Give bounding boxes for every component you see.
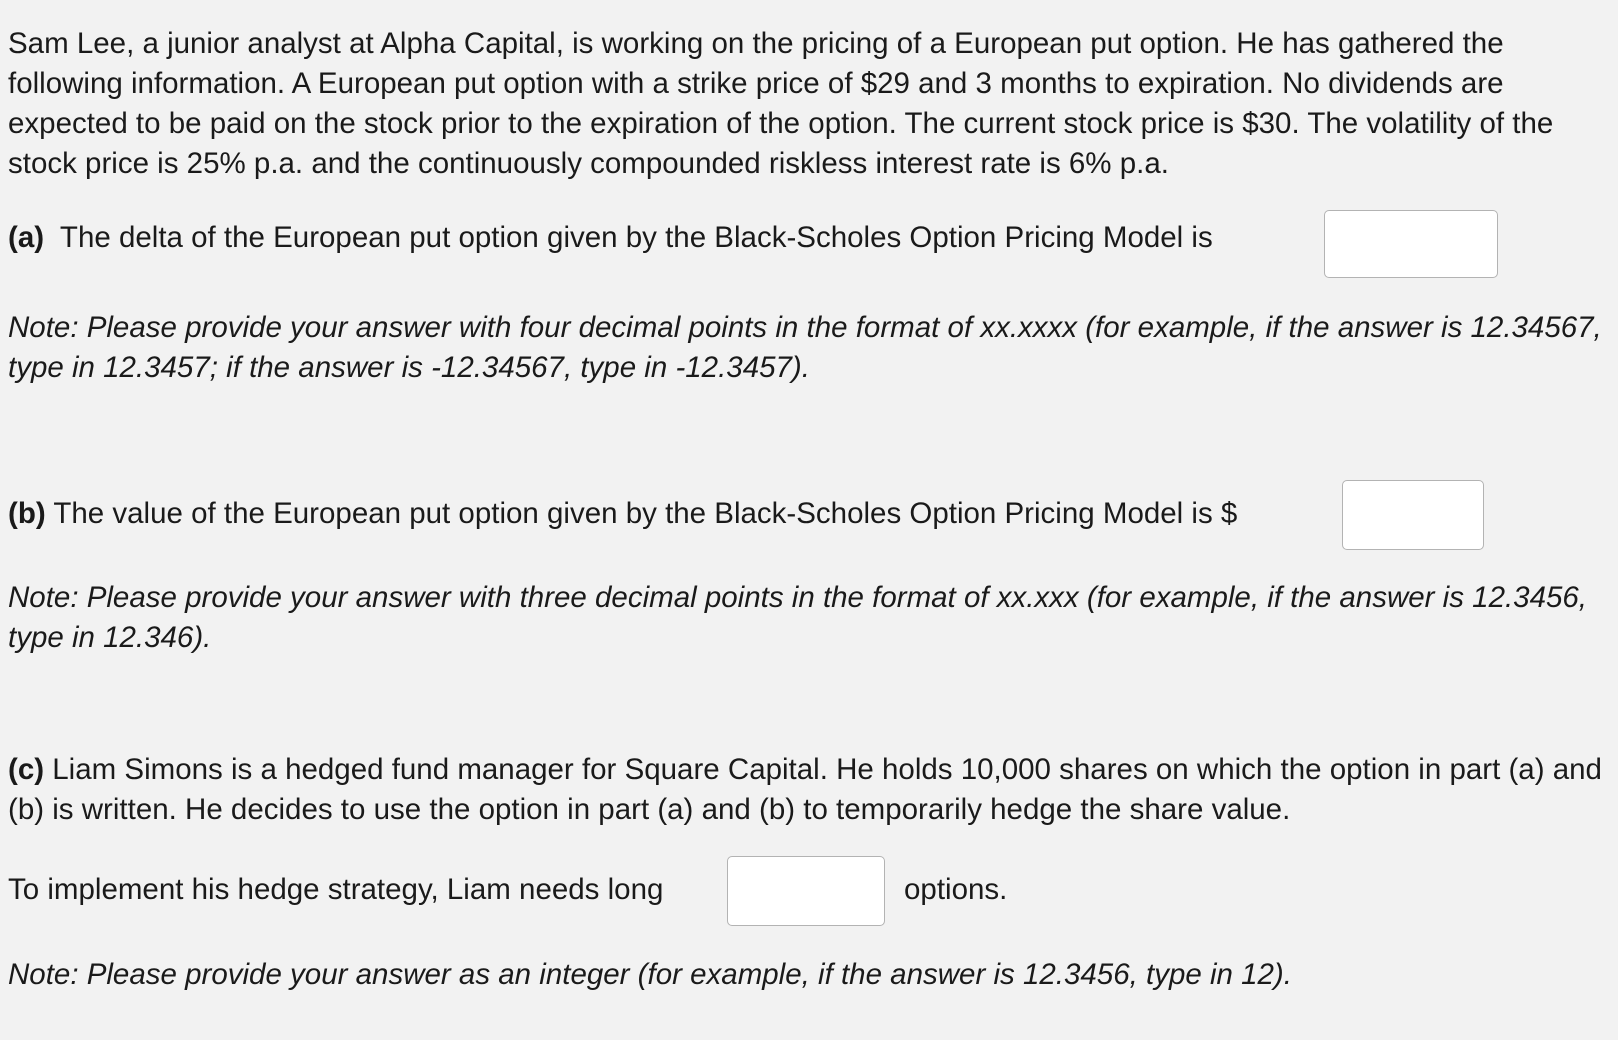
part-b-note: Note: Please provide your answer with three decimal points in the format of xx.xxx (for example, if the answer is 12.3456, type in 12.346). xyxy=(8,581,1587,654)
part-a-label: (a) xyxy=(8,221,45,254)
part-a-answer-input[interactable] xyxy=(1324,210,1498,278)
problem-intro: Sam Lee, a junior analyst at Alpha Capital, is working on the pricing of a European put option. He has gathered the following information. A European put option with a strike price of $29 and 3 months to expiration. No dividends are expected to be paid on the stock prior to the expiration of the option. The current stock price is $30. The volatility of the stock price is 25% p.a. and the continuously compounded riskless interest rate is 6% p.a. xyxy=(8,27,1554,180)
part-b-answer-input[interactable] xyxy=(1342,480,1484,550)
part-c-prompt-before: To implement his hedge strategy, Liam needs long xyxy=(8,873,664,906)
part-b-question xyxy=(8,494,1237,534)
part-c-label: (c) xyxy=(8,753,45,786)
part-c-question xyxy=(8,750,1608,830)
part-c-answer-input[interactable] xyxy=(727,856,885,926)
part-c-prompt-after: options. xyxy=(904,873,1008,906)
part-a-question xyxy=(8,218,1213,258)
part-b-text: The value of the European put option given by the Black-Scholes Option Pricing Model is $ xyxy=(53,497,1238,530)
part-b-label: (b) xyxy=(8,497,46,530)
part-c-text: Liam Simons is a hedged fund manager for Square Capital. He holds 10,000 shares on which the option in part (a) and (b) is written. He decides to use the option in part (a) and (b) to temporarily hedge the share value. xyxy=(8,753,1602,826)
part-a-note: Note: Please provide your answer with four decimal points in the format of xx.xxxx (for example, if the answer is 12.34567, type in 12.3457; if the answer is -12.34567, type in -12.3457). xyxy=(8,311,1602,384)
part-c-note: Note: Please provide your answer as an integer (for example, if the answer is 12.3456, type in 12). xyxy=(8,958,1292,991)
part-a-text: The delta of the European put option given by the Black-Scholes Option Pricing Model is xyxy=(59,221,1213,254)
